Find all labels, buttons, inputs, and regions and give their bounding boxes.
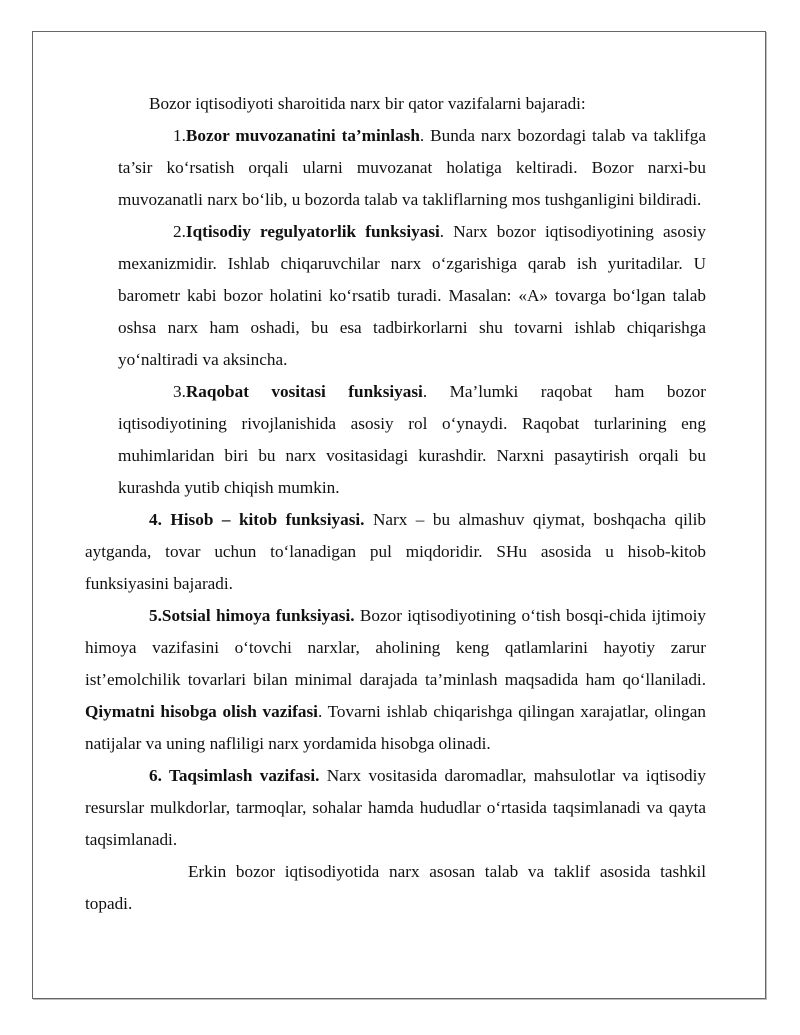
- item-title: Iqtisodiy regulyatorlik funksiyasi: [185, 222, 440, 241]
- closing-paragraph: Erkin bozor iqtisodiyotida narx asosan talab va taklif asosida tashkil topadi.: [85, 862, 706, 913]
- item-text: . Narx bozor iqtisodiyotining asosiy mexanizmidir. Ishlab chiqaruvchilar narx o‘zgarishiga qarab ish yuritadilar. U barometr kabi bozor holatini ko‘rsatib turadi. Masalan: «A» tovarga bo‘lgan talab oshsa narx ham oshadi, bu esa tadbirkorlarni shu tovarni ishlab chiqarishga yo‘naltiradi va aksincha.: [118, 222, 706, 369]
- item-number: 1.: [173, 126, 186, 145]
- item-text: Narx vositasida daromadlar, mahsulotlar va iqtisodiy resurslar mulkdorlar, tarmoqlar, sohalar hamda hududlar o‘rtasida taqsimlanadi va qayta taqsimlanadi.: [85, 766, 707, 849]
- item-title: Hisob – kitob funksiyasi.: [170, 510, 365, 529]
- item-text: . Ma’lumki raqobat ham bozor iqtisodiyotining rivojlanishida asosiy rol o‘ynaydi. Raqobat turlarining eng muhimlaridan biri bu narx vositasidagi kurashdir. Narxni pasaytirish orqali bu kurashda yutib chiqish mumkin.: [118, 382, 706, 497]
- item-number: 2.: [173, 222, 186, 241]
- function-item-2: [85, 216, 706, 376]
- item-title: Sotsial himoya funksiyasi.: [161, 606, 355, 625]
- item-title: Taqsimlash vazifasi.: [168, 766, 320, 785]
- item-title: Raqobat vositasi funksiyasi: [185, 382, 423, 401]
- function-item-5: [85, 600, 706, 760]
- item-subtext: . Tovarni ishlab chiqarishga qilingan xarajatlar, olingan natijalar va uning nafliligi narx yordamida hisobga olinadi.: [85, 702, 706, 753]
- document-body: [85, 88, 706, 920]
- item-text: . Bunda narx bozordagi talab va taklifga ta’sir ko‘rsatish orqali ularni muvozanat holatiga keltiradi. Bozor narxi-bu muvozanatli narx bo‘lib, u bozorda talab va takliflarning mos tushganligini bildiradi.: [118, 126, 706, 209]
- function-item-3: [85, 376, 706, 504]
- item-text: Bozor iqtisodiyotining o‘tish bosqi-chida ijtimoiy himoya vazifasini o‘tovchi narxlar, aholining keng qatlamlarini hayotiy zarur ist’emolchilik tovarlari bilan minimal darajada ta’minlash maqsadida ham qo‘llaniladi.: [85, 606, 706, 689]
- item-subtitle: Qiymatni hisobga olish vazifasi: [85, 702, 318, 721]
- item-number: 4.: [149, 510, 171, 529]
- function-item-6: [85, 760, 706, 856]
- item-text: Narx – bu almashuv qiymat, boshqacha qilib aytganda, tovar uchun to‘lanadigan pul miqdoridir. SHu asosida u hisob-kitob funksiyasini bajaradi.: [85, 510, 706, 593]
- item-number: 3.: [173, 382, 186, 401]
- function-item-4: [85, 504, 706, 600]
- function-item-1: [85, 120, 706, 216]
- item-number: 5.: [149, 606, 162, 625]
- item-title: Bozor muvozanatini ta’minlash: [185, 126, 420, 145]
- intro-paragraph: Bozor iqtisodiyoti sharoitida narx bir qator vazifalarni bajaradi:: [149, 94, 586, 113]
- item-number: 6.: [149, 766, 169, 785]
